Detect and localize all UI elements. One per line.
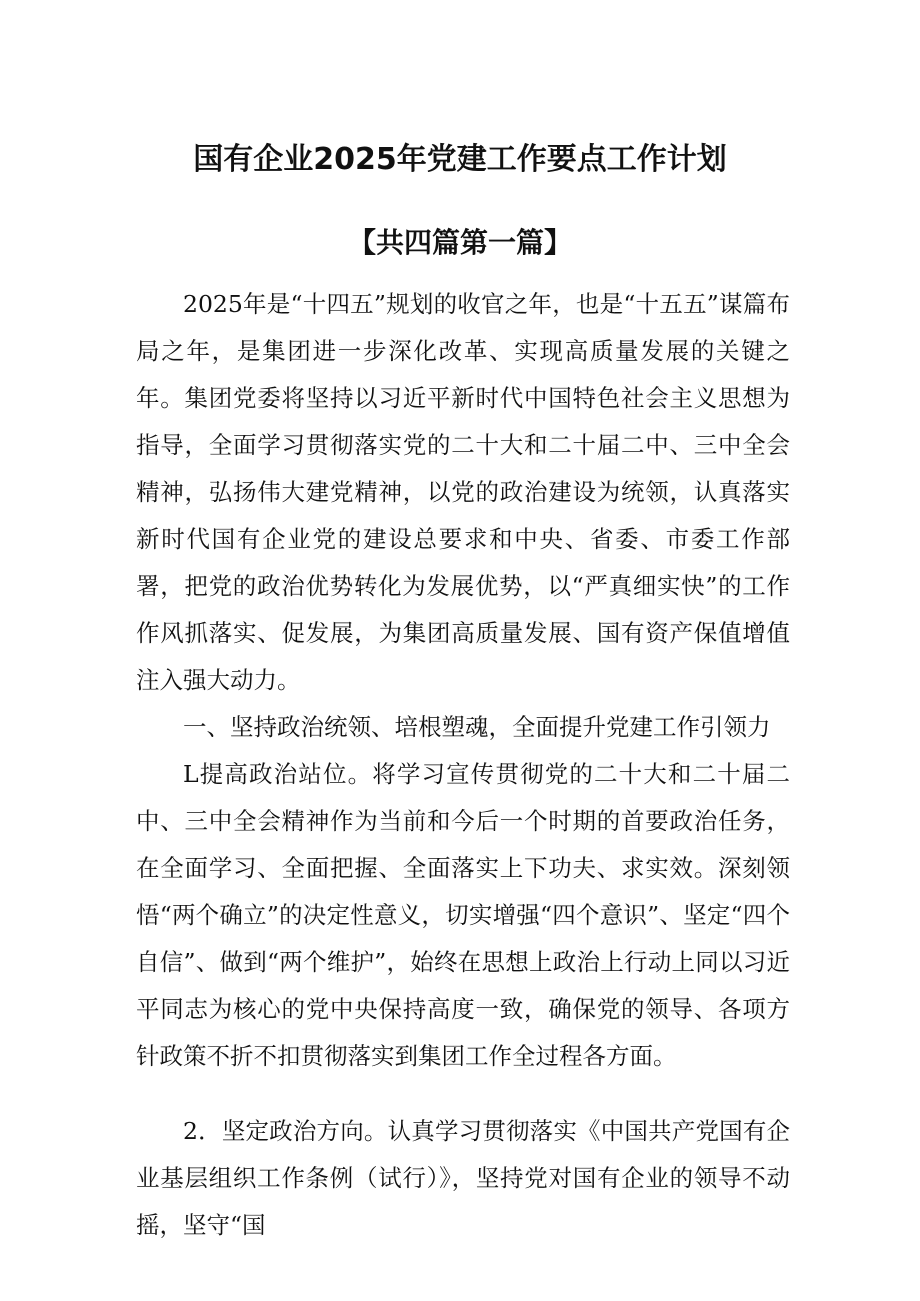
intro-paragraph: 2025年是“十四五”规划的收官之年，也是“十五五”谋篇布局之年，是集团进一步深化改革、实现高质量发展的关键之年。集团党委将坚持以习近平新时代中国特色社会主义思想为指导，全面学习贯彻落实党的二十大和二十届二中、三中全会精神，弘扬伟大建党精神，以党的政治建设为统领，认真落实新时代国有企业党的建设总要求和中央、省委、市委工作部署，把党的政治优势转化为发展优势，以“严真细实快”的工作作风抓落实、促发展，为集团高质量发展、国有资产保值增值注入强大动力。	[136, 290, 790, 694]
document-title: 国有企业2025年党建工作要点工作计划	[193, 142, 727, 177]
document-body	[136, 281, 790, 1249]
document-subtitle: 【共四篇第一篇】	[347, 226, 572, 259]
paragraph-item-1: L提高政治站位。将学习宣传贯彻党的二十大和二十届二中、三中全会精神作为当前和今后一个时期的首要政治任务，在全面学习、全面把握、全面落实上下功夫、求实效。深刻领悟“两个确立”的决定性意义，切实增强“四个意识”、坚定“四个自信”、做到“两个维护”，始终在思想上政治上行动上同以习近平同志为核心的党中央保持高度一致，确保党的领导、各项方针政策不折不扣贯彻落实到集团工作全过程各方面。	[136, 760, 790, 1070]
paragraph-item-2: 2．坚定政治方向。认真学习贯彻落实《中国共产党国有企业基层组织工作条例（试行）》，坚持党对国有企业的领导不动摇，坚守“国	[136, 1117, 790, 1239]
section-heading: 一、坚持政治统领、培根塑魂，全面提升党建工作引领力	[183, 713, 771, 741]
